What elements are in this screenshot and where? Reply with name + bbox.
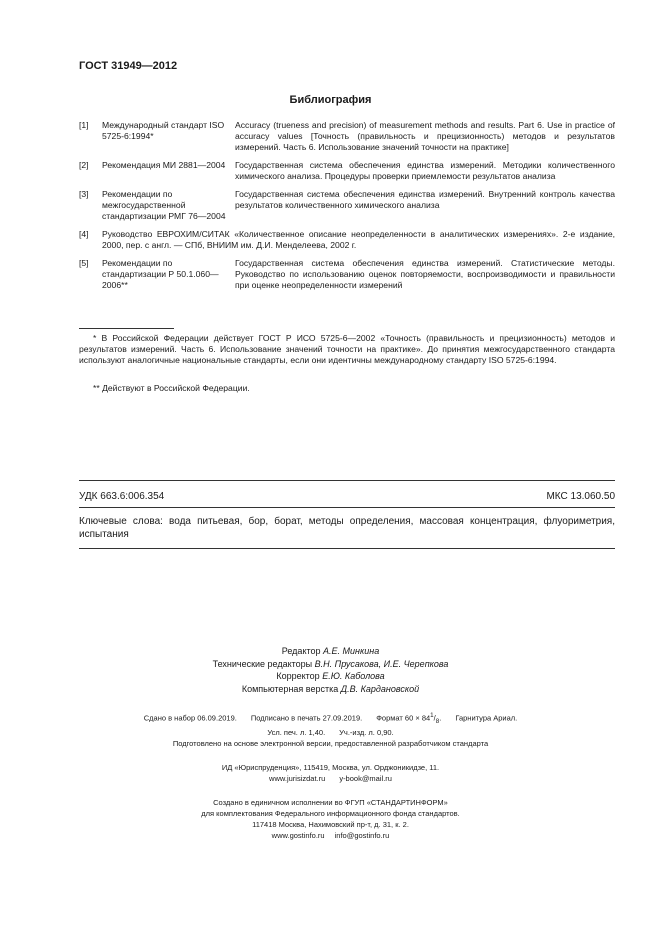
print-info bbox=[0, 710, 661, 738]
print-sheets: Усл. печ. л. 1,40. bbox=[267, 728, 326, 737]
bibliography-item bbox=[79, 189, 615, 222]
ref-kind: Рекомендации по межгосударственной стандартизации РМГ 76—2004 bbox=[102, 189, 226, 221]
ref-number: [1] bbox=[79, 120, 89, 130]
middle-divider bbox=[79, 507, 615, 508]
publisher-site-link[interactable]: www.jurisizdat.ru bbox=[269, 774, 326, 783]
print-line-2 bbox=[0, 727, 661, 738]
ref-description: Государственная система обеспечения единства измерений. Внутренний контроль качества результатов количественного химического анализа bbox=[235, 189, 615, 210]
ref-number: [5] bbox=[79, 258, 89, 268]
made-info bbox=[0, 797, 661, 841]
format-value: Формат 60 × 84 bbox=[376, 713, 431, 723]
bibliography-item bbox=[79, 258, 615, 291]
ref-kind: Международный стандарт ISO 5725-6:1994* bbox=[102, 120, 225, 141]
document-header: ГОСТ 31949—2012 bbox=[79, 60, 178, 72]
bottom-divider bbox=[79, 548, 615, 549]
bibliography-title: Библиография bbox=[289, 94, 372, 106]
ref-number: [2] bbox=[79, 160, 89, 170]
gostinfo-site-link[interactable]: www.gostinfo.ru bbox=[271, 831, 325, 840]
typeface: Гарнитура Ариал. bbox=[455, 713, 518, 723]
udk-code: УДК 663.6:006.354 bbox=[79, 491, 165, 502]
keywords: Ключевые слова: вода питьевая, бор, борат, методы определения, массовая концентрация, флуориметрия, испытания bbox=[79, 516, 615, 540]
publisher-address: ИД «Юриспруденция», 115419, Москва, ул. Орджоникидзе, 11. bbox=[221, 763, 440, 772]
ref-number: [3] bbox=[79, 189, 89, 199]
credit-role: Редактор bbox=[281, 646, 321, 656]
credit-editor bbox=[0, 645, 661, 658]
ref-kind: Рекомендация МИ 2881—2004 bbox=[102, 160, 226, 170]
made-line-3: 117418 Москва, Нахимовский пр-т, д. 31, к. 2. bbox=[252, 820, 409, 829]
ref-description: Государственная система обеспечения единства измерений. Статистические методы. Руководство по использованию оценок повторяемости, воспроизводимости и правильности при оценке неопределенности измерений bbox=[235, 258, 615, 290]
bibliography-item bbox=[79, 229, 615, 251]
made-contacts bbox=[0, 830, 661, 841]
footnote-separator bbox=[79, 328, 174, 329]
bibliography-item bbox=[79, 160, 615, 182]
credit-person: В.Н. Прусакова, И.Е. Черепкова bbox=[314, 658, 449, 669]
publisher-sheets: Уч.-изд. л. 0,90. bbox=[339, 728, 394, 737]
format-numerator: 1 bbox=[430, 712, 434, 719]
credits-block bbox=[0, 645, 661, 695]
publisher-info bbox=[0, 762, 661, 784]
credit-corrector bbox=[0, 670, 661, 683]
credit-person: Е.Ю. Каболова bbox=[322, 671, 385, 681]
ref-description: Accuracy (trueness and precision) of measurement methods and results. Part 6. Use in practice of accuracy values [Точность (правильность и прецизионность) методов и результатов измерений. Часть 6. Использование значений точности на практике] bbox=[235, 120, 615, 152]
footnote-2: ** Действуют в Российской Федерации. bbox=[93, 383, 250, 393]
ref-description: Государственная система обеспечения единства измерений. Методики количественного химического анализа. Процедуры проверки приемлемости результатов анализа bbox=[235, 160, 615, 181]
ref-number: [4] bbox=[79, 229, 89, 239]
footnote-1: * В Российской Федерации действует ГОСТ Р ИСО 5725-6—2002 «Точность (правильность и прецизионность) методов и результатов измерений. Часть 6. Использование значений точности на практике». До принятия межгосударственного стандарта используют аналогичные национальные стандарты, если они идентичны международному стандарту ISO 5725-6:1994. bbox=[79, 333, 615, 365]
preparation-note: Подготовлено на основе электронной версии, предоставленной разработчиком стандарта bbox=[172, 739, 489, 748]
credit-person: А.Е. Минкина bbox=[323, 646, 380, 656]
gostinfo-email-link[interactable]: info@gostinfo.ru bbox=[334, 831, 390, 840]
credit-role: Компьютерная верстка bbox=[241, 683, 339, 694]
print-line-1: Сдано в набор 06.09.2019. Подписано в печать 27.09.2019. Формат $60 \times 84^1/_8$. Гарнитура Ариал. bbox=[143, 712, 518, 725]
ref-description: Руководство ЕВРОХИМ/СИТАК «Количественное описание неопределенности в аналитических измерениях». 2-е издание, 2000, пер. с англ. — СПб, ВНИИМ им. Д.И. Менделеева, 2002 г. bbox=[102, 229, 615, 250]
credit-role: Корректор bbox=[276, 671, 320, 681]
signed-date: Подписано в печать 27.09.2019. bbox=[250, 713, 363, 723]
credit-layout bbox=[0, 683, 661, 696]
made-line-1: Создано в единичном исполнении во ФГУП «СТАНДАРТИНФОРМ» bbox=[213, 798, 448, 807]
ref-kind: Рекомендации по стандартизации Р 50.1.060—2006** bbox=[102, 258, 219, 290]
made-line-2: для комплектования Федерального информационного фонда стандартов. bbox=[201, 809, 460, 818]
publisher-contacts bbox=[0, 773, 661, 784]
credit-tech-editors bbox=[0, 658, 661, 671]
bibliography-item bbox=[79, 120, 615, 153]
mks-code: МКС 13.060.50 bbox=[546, 491, 615, 502]
submitted-date: Сдано в набор 06.09.2019. bbox=[143, 713, 237, 723]
top-divider bbox=[79, 480, 615, 481]
bibliography-list bbox=[79, 120, 615, 298]
publisher-email-link[interactable]: y-book@mail.ru bbox=[339, 774, 392, 783]
credit-role: Технические редакторы bbox=[212, 658, 313, 669]
credit-person: Д.В. Кардановской bbox=[340, 683, 420, 694]
format-denominator: 8 bbox=[435, 718, 440, 725]
